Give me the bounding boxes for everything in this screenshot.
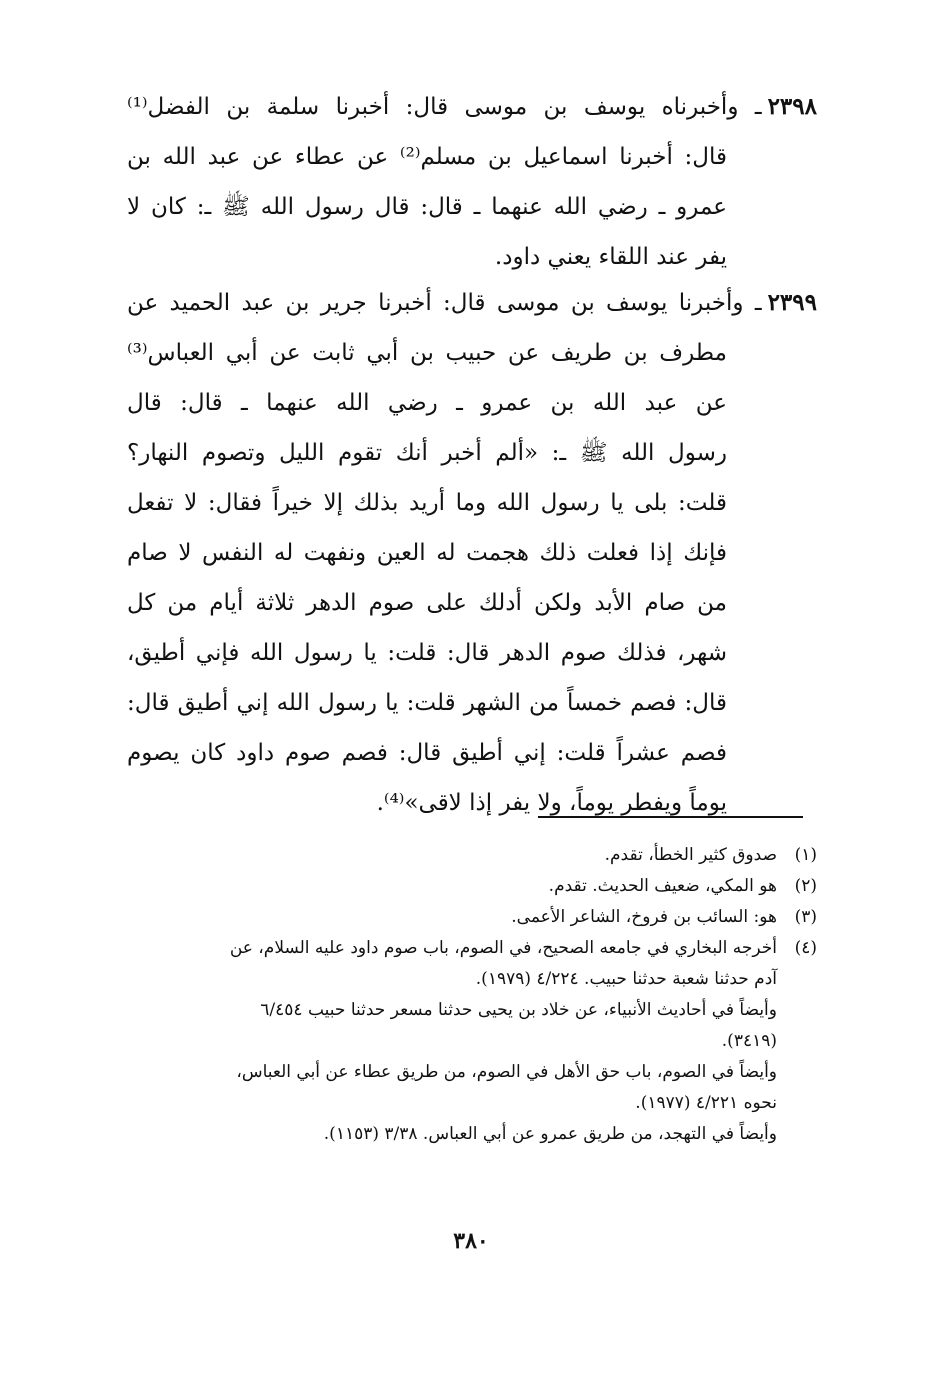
footnote-4-line: وأيضاً في الصوم، باب حق الأهل في الصوم، من طريق عطاء عن أبي العباس، <box>236 1062 777 1082</box>
hadith-number: ٢٣٩٨ <box>767 93 817 120</box>
hadith-2398 <box>127 82 817 282</box>
footnotes <box>122 840 817 1150</box>
hadith-line: قلت: بلى يا رسول الله وما أريد بذلك إلا خيراً فقال: لا تفعل <box>127 490 727 516</box>
hadith-line: قال: فصم خمساً من الشهر قلت: يا رسول الله إني أطيق قال: <box>127 690 727 716</box>
footnote-4-line: وأيضاً في التهجد، من طريق عمرو عن أبي العباس. ٣/٣٨ (١١٥٣). <box>323 1124 777 1144</box>
footnote-4-line: وأيضاً في أحاديث الأنبياء، عن خلاد بن يحيى حدثنا مسعر حدثنا حبيب ٦/٤٥٤ <box>260 1000 777 1020</box>
hadith-2399 <box>127 278 817 828</box>
footnote-3: (٣)هو: السائب بن فروخ، الشاعر الأعمى. <box>122 902 817 933</box>
footnote-4-line: (٣٤١٩). <box>721 1031 777 1051</box>
hadith-line: ٢٣٩٨ـ وأخبرناه يوسف بن موسى قال: أخبرنا سلمة بن الفضل⁽¹⁾ <box>127 93 817 120</box>
hadith-line: يوماً ويفطر يوماً، ولا يفر إذا لاقى»⁽⁴⁾. <box>376 790 727 816</box>
hadith-line: فإنك إذا فعلت ذلك هجمت له العين ونفهت له النفس لا صام <box>127 540 727 566</box>
page-number: ٣٨٠ <box>453 1228 489 1254</box>
footnote-4: (٤)أخرجه البخاري في جامعه الصحيح، في الصوم، باب صوم داود عليه السلام، عن <box>122 933 817 964</box>
footnote-number: (٣) <box>794 907 817 927</box>
footnote-number: (٢) <box>794 876 817 896</box>
footnote-2: (٢)هو المكي، ضعيف الحديث. تقدم. <box>122 871 817 902</box>
hadith-number: ٢٣٩٩ <box>767 289 817 316</box>
footnote-number: (١) <box>794 845 817 865</box>
hadith-line: رسول الله ﷺ ـ: «ألم أخبر أنك تقوم الليل وتصوم النهار؟ <box>127 440 727 466</box>
hadith-line: قال: أخبرنا اسماعيل بن مسلم⁽²⁾ عن عطاء عن عبد الله بن <box>127 144 727 170</box>
hadith-line: مطرف بن طريف عن حبيب بن أبي ثابت عن أبي العباس⁽³⁾ <box>127 340 727 366</box>
hadith-line: يفر عند اللقاء يعني داود. <box>494 244 727 270</box>
hadith-line: فصم عشراً قلت: إني أطيق قال: فصم صوم داود كان يصوم <box>127 740 727 766</box>
footnote-4-line: آدم حدثنا شعبة حدثنا حبيب. ٤/٢٢٤ (١٩٧٩). <box>475 969 777 989</box>
footnote-1: (١)صدوق كثير الخطأ، تقدم. <box>122 840 817 871</box>
hadith-line: عمرو ـ رضي الله عنهما ـ قال: قال رسول الله ﷺ ـ: كان لا <box>127 194 727 220</box>
hadith-line: من صام الأبد ولكن أدلك على صوم الدهر ثلاثة أيام من كل <box>127 590 727 616</box>
hadith-line: عن عبد الله بن عمرو ـ رضي الله عنهما ـ قال: قال <box>127 390 727 416</box>
hadith-line: شهر، فذلك صوم الدهر قال: قلت: يا رسول الله فإني أطيق، <box>127 640 727 666</box>
footnote-4-line: نحوه ٤/٢٢١ (١٩٧٧). <box>635 1093 777 1113</box>
hadith-line: ٢٣٩٩ـ وأخبرنا يوسف بن موسى قال: أخبرنا جرير بن عبد الحميد عن <box>127 289 817 316</box>
footnote-number: (٤) <box>794 938 817 958</box>
footnote-separator <box>538 816 803 818</box>
